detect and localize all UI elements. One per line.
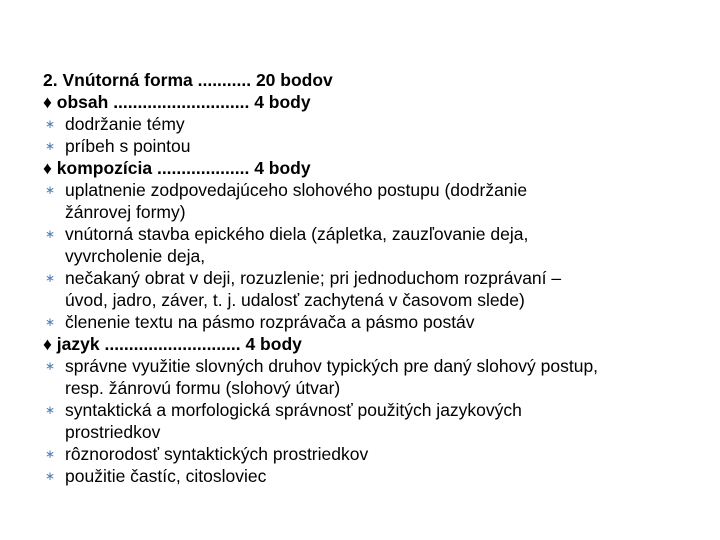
- bullet-item: [43, 443, 703, 465]
- asterisk-bullet-icon: ∗: [44, 183, 56, 197]
- bullet-text-continuation: úvod, jadro, záver, t. j. udalosť zachytená v časovom slede): [65, 290, 525, 310]
- bullet-item: [43, 399, 703, 443]
- bullet-text-block: [65, 355, 703, 399]
- bullet-item: [43, 267, 703, 311]
- bullet-text: členenie textu na pásmo rozprávača a pásmo postáv: [65, 312, 475, 332]
- bullet-text-block: [65, 223, 703, 267]
- bullet-text: príbeh s pointou: [65, 136, 191, 156]
- bullet-text: nečakaný obrat v deji, rozuzlenie; pri jednoduchom rozprávaní –: [65, 268, 562, 288]
- asterisk-bullet-icon: ∗: [44, 117, 56, 131]
- asterisk-bullet-icon: ∗: [44, 139, 56, 153]
- bullet-text-continuation: resp. žánrovú formu (slohový útvar): [65, 378, 341, 398]
- asterisk-bullet-icon: ∗: [44, 315, 56, 329]
- bullet-text: syntaktická a morfologická správnosť použitých jazykových: [65, 400, 522, 420]
- bullet-text: uplatnenie zodpovedajúceho slohového postupu (dodržanie: [65, 180, 528, 200]
- bullet-item: [43, 179, 703, 223]
- bullet-text-block: [65, 179, 703, 223]
- bullet-text: dodržanie témy: [65, 114, 185, 134]
- bullet-text: vnútorná stavba epického diela (zápletka, zauzľovanie deja,: [65, 224, 529, 244]
- bullet-text: správne využitie slovných druhov typických pre daný slohový postup,: [65, 356, 599, 376]
- asterisk-bullet-icon: ∗: [44, 403, 56, 417]
- asterisk-bullet-icon: ∗: [44, 447, 56, 461]
- bullet-text-continuation: žánrovej formy): [65, 202, 186, 222]
- bullet-text-block: [65, 267, 703, 311]
- bullet-item: [43, 355, 703, 399]
- slide-content: [43, 69, 703, 487]
- bullet-text: rôznorodosť syntaktických prostriedkov: [65, 444, 369, 464]
- bullet-item: [43, 135, 703, 157]
- asterisk-bullet-icon: ∗: [44, 359, 56, 373]
- asterisk-bullet-icon: ∗: [44, 469, 56, 483]
- bullet-item: [43, 223, 703, 267]
- section-title-jazyk: ♦ jazyk ............................ 4 body: [43, 334, 302, 354]
- heading-vnutorna-forma: 2. Vnútorná forma ........... 20 bodov: [43, 70, 333, 90]
- section-title-obsah: ♦ obsah ............................ 4 body: [43, 92, 311, 112]
- bullet-text-continuation: prostriedkov: [65, 422, 161, 442]
- bullet-text: použitie častíc, citosloviec: [65, 466, 267, 486]
- asterisk-bullet-icon: ∗: [44, 271, 56, 285]
- bullet-text-block: [65, 399, 703, 443]
- section-title-kompozicia: ♦ kompozícia ................... 4 body: [43, 158, 311, 178]
- bullet-item: [43, 465, 703, 487]
- bullet-text-continuation: vyvrcholenie deja,: [65, 246, 206, 266]
- asterisk-bullet-icon: ∗: [44, 227, 56, 241]
- bullet-item: [43, 113, 703, 135]
- bullet-item: [43, 311, 703, 333]
